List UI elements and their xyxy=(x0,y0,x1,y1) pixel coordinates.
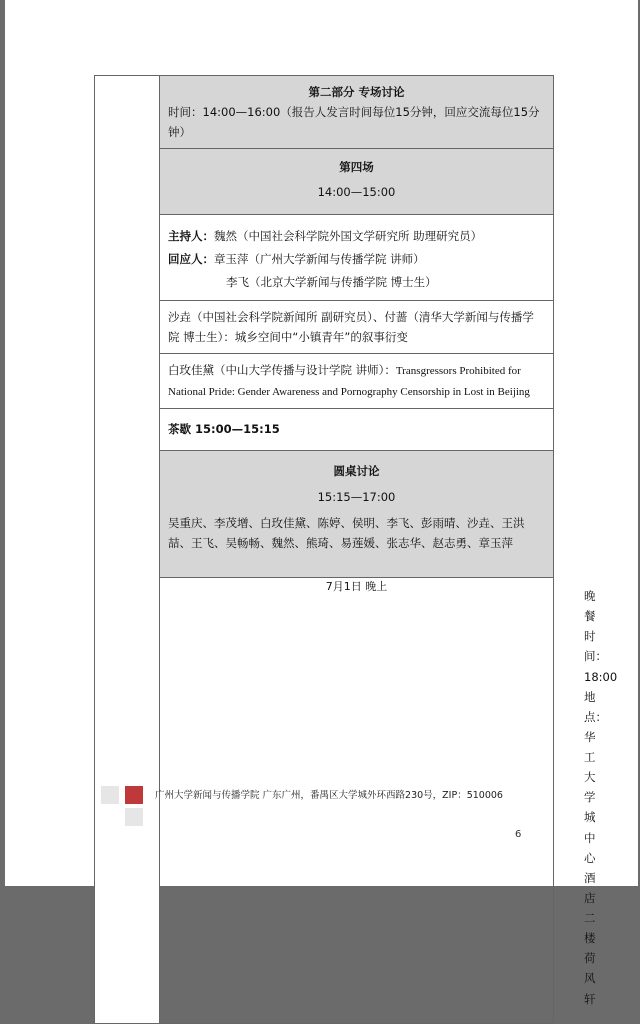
host-line xyxy=(168,225,545,248)
tea-break-cell xyxy=(160,409,554,450)
part-time: 时间：14:00—16:00（报告人发言时间每位15分钟，回应交流每位15分钟） xyxy=(168,105,540,140)
talk-2-cell xyxy=(160,353,554,409)
evening-date: 7月1日 晚上 xyxy=(160,578,554,1024)
page-number: 6 xyxy=(515,829,522,840)
roundtable-time: 15:15—17:00 xyxy=(317,489,396,504)
host-cell xyxy=(160,214,554,300)
evening-text: 晚餐时间：18:00 地点：华工大学城中心酒店二楼荷风轩 xyxy=(584,589,618,1006)
part-header-cell xyxy=(160,76,554,149)
table-row xyxy=(95,409,554,450)
table-row xyxy=(95,149,554,214)
logo-square-gray xyxy=(125,808,143,826)
respondent-1: 章玉萍（广州大学新闻与传播学院 讲师） xyxy=(214,251,425,266)
roundtable-title: 圆桌讨论 xyxy=(333,463,380,478)
footer-address: 广州大学新闻与传播学院 广东广州，番禺区大学城外环西路230号，ZIP：510006 xyxy=(155,790,503,801)
talk-2-title: Transgressors Prohibited for National Pride: Gender Awareness and Pornography Censorship in Lost in Beijing xyxy=(168,364,530,399)
venue-title: 第四场 xyxy=(339,160,374,175)
table-row xyxy=(95,300,554,353)
roundtable-people: 吴重庆、李茂增、白玫佳黛、陈婷、侯明、李飞、彭雨晴、沙垚、王洪喆、王飞、吴畅畅、魏然、熊琦、易莲媛、张志华、赵志勇、章玉萍 xyxy=(168,515,525,550)
talk-2-speaker: 白玫佳黛（中山大学传播与设计学院 讲师）： xyxy=(168,362,396,377)
respondent-line xyxy=(168,248,545,271)
date-column-empty xyxy=(95,76,160,1024)
logo-square-red xyxy=(125,786,143,804)
table-row xyxy=(95,76,554,149)
logo-square-gray xyxy=(101,786,119,804)
talk-1-text: 沙垚（中国社会科学院新闻所 副研究员）、付蔷（清华大学新闻与传播学院 博士生）：城乡空间中“小镇青年”的叙事衍变 xyxy=(168,309,534,344)
roundtable-cell xyxy=(160,450,554,578)
part-title: 第二部分 专场讨论 xyxy=(308,85,405,99)
respondent-label: 回应人： xyxy=(168,251,214,266)
talk-1-cell xyxy=(160,300,554,353)
document-page xyxy=(5,0,638,1006)
tea-break: 茶歇 15:00—15:15 xyxy=(168,422,280,437)
venue-header-cell xyxy=(160,149,554,214)
respondent-2: 李飞（北京大学新闻与传播学院 博士生） xyxy=(226,274,437,289)
schedule-table xyxy=(94,75,618,1024)
table-row xyxy=(95,353,554,409)
table-row xyxy=(95,450,554,578)
host-label: 主持人： xyxy=(168,228,214,243)
venue-time: 14:00—15:00 xyxy=(317,184,396,199)
host-text: 魏然（中国社会科学院外国文学研究所 助理研究员） xyxy=(214,228,483,243)
table-row xyxy=(95,214,554,300)
